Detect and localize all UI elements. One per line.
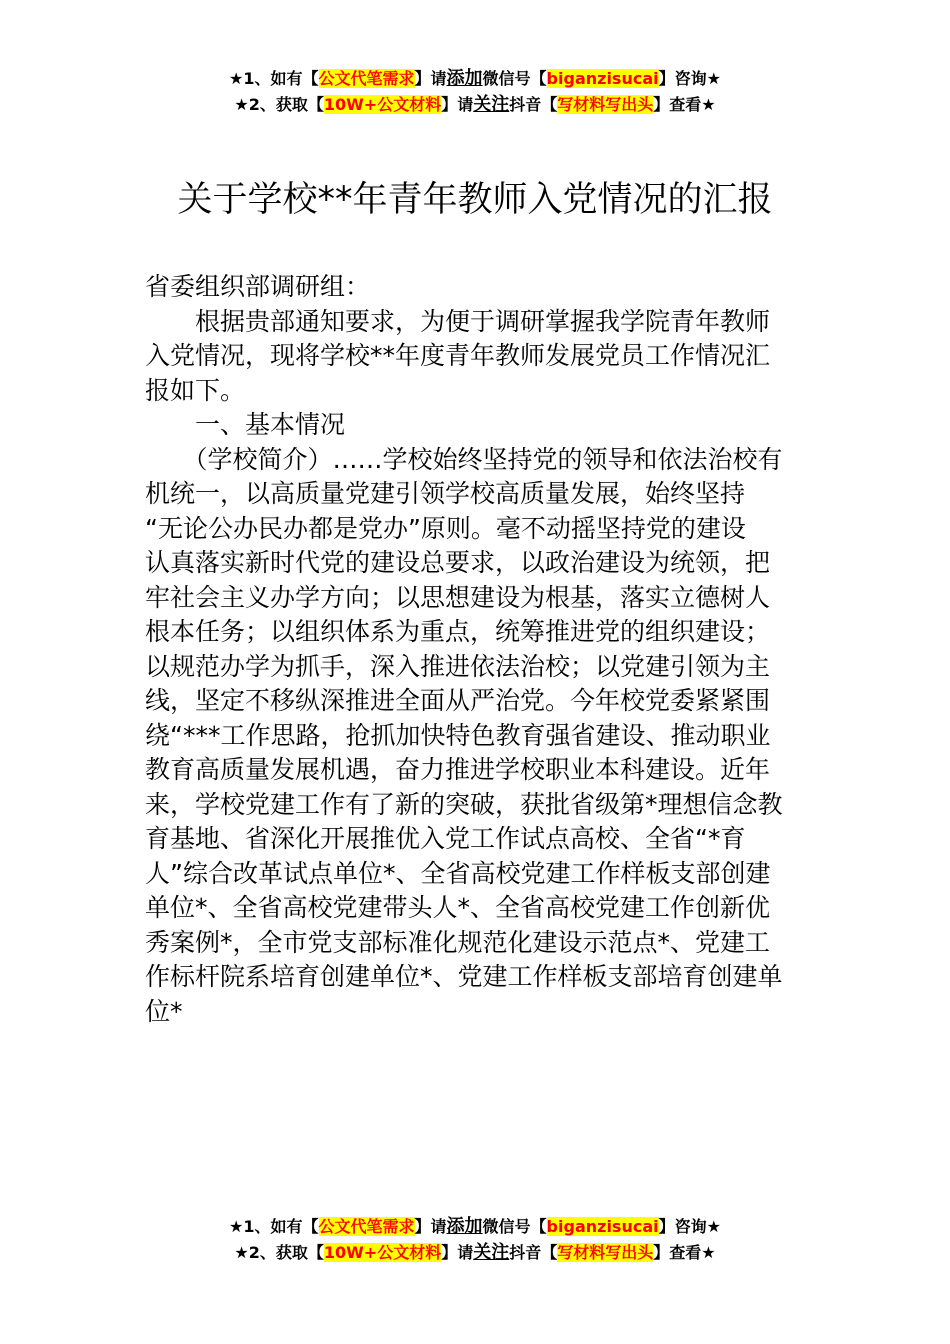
text-line: 牢社会主义办学方向；以思想建设为根基，落实立德树人 [145, 582, 771, 612]
text-line: 省委组织部调研组： [145, 272, 371, 301]
text-line: 绕“***工作思路，抢抓加快特色教育强省建设、推动职业 [145, 720, 771, 750]
banner-text: 抖音【 [509, 1243, 558, 1262]
text-line: 秀案例*，全市党支部标准化规范化建设示范点*、党建工 [145, 927, 771, 957]
banner-text: ★1、如有【 [229, 69, 319, 88]
footer-banner [0, 1214, 950, 1266]
text-line: 入党情况，现将学校**年度青年教师发展党员工作情况汇 [145, 341, 771, 370]
banner-highlight: 10W+公文材料 [323, 95, 442, 114]
banner-line-2 [0, 1240, 950, 1266]
text-line: 以规范办学为抓手，深入推进依法治校；以党建引领为主 [145, 651, 771, 681]
banner-text: 】请 [441, 1243, 474, 1262]
banner-text: 】咨询★ [658, 1217, 721, 1236]
banner-text: 微信号【 [482, 69, 547, 88]
banner-text: 微信号【 [482, 1217, 547, 1236]
banner-underline: 添加 [446, 1216, 483, 1237]
banner-text: 】请 [414, 69, 447, 88]
banner-text: ★2、获取【 [234, 1243, 324, 1262]
text-line: “无论公办民办都是党办”原则。毫不动摇坚持党的建设 [145, 513, 746, 543]
text-line: 育基地、省深化开展推优入党工作试点高校、全省“*育 [145, 824, 746, 853]
banner-text: 】查看★ [653, 95, 716, 114]
text-line: 单位*、全省高校党建带头人*、全省高校党建工作创新优 [145, 893, 771, 922]
document-title: 关于学校**年青年教师入党情况的汇报 [177, 180, 773, 220]
text-line: 线，坚定不移纵深推进全面从严治党。今年校党委紧紧围 [145, 686, 771, 715]
header-banner [0, 66, 950, 118]
text-line: 一、基本情况 [145, 410, 346, 439]
text-line: 位* [145, 996, 183, 1026]
banner-wechat-id: biganzisucai [546, 69, 659, 88]
banner-text: 】查看★ [653, 1243, 716, 1262]
banner-text: 】请 [441, 95, 474, 114]
banner-text: 抖音【 [509, 95, 558, 114]
text-line: 报如下。 [145, 375, 246, 405]
banner-underline: 关注 [473, 94, 510, 115]
banner-underline: 添加 [446, 68, 483, 89]
banner-text: 】请 [414, 1217, 447, 1236]
text-line: 作标杆院系培育创建单位*、党建工作样板支部培育创建单 [145, 962, 783, 991]
banner-douyin-id: 写材料写出头 [557, 95, 654, 114]
banner-highlight: 公文代笔需求 [318, 69, 415, 88]
banner-highlight: 公文代笔需求 [318, 1217, 415, 1236]
banner-wechat-id: biganzisucai [546, 1217, 659, 1236]
banner-douyin-id: 写材料写出头 [557, 1243, 654, 1262]
text-line: 根据贵部通知要求，为便于调研掌握我学院青年教师 [145, 306, 771, 336]
banner-line-1 [0, 1214, 950, 1240]
text-line: 认真落实新时代党的建设总要求，以政治建设为统领，把 [145, 548, 771, 577]
text-line: 根本任务；以组织体系为重点，统筹推进党的组织建设； [145, 617, 771, 646]
text-line: （学校简介）……学校始终坚持党的领导和依法治校有 [145, 444, 783, 474]
banner-highlight: 10W+公文材料 [323, 1243, 442, 1262]
banner-line-2 [0, 92, 950, 118]
banner-text: ★2、获取【 [234, 95, 324, 114]
banner-text: 】咨询★ [658, 69, 721, 88]
text-line: 人”综合改革试点单位*、全省高校党建工作样板支部创建 [145, 858, 771, 888]
banner-line-1 [0, 66, 950, 92]
text-line: 机统一，以高质量党建引领学校高质量发展，始终坚持 [145, 479, 746, 508]
document-body [145, 270, 810, 1029]
text-line: 来，学校党建工作有了新的突破，获批省级第*理想信念教 [145, 789, 783, 819]
banner-underline: 关注 [473, 1242, 510, 1263]
text-line: 教育高质量发展机遇，奋力推进学校职业本科建设。近年 [145, 755, 771, 784]
banner-text: ★1、如有【 [229, 1217, 319, 1236]
